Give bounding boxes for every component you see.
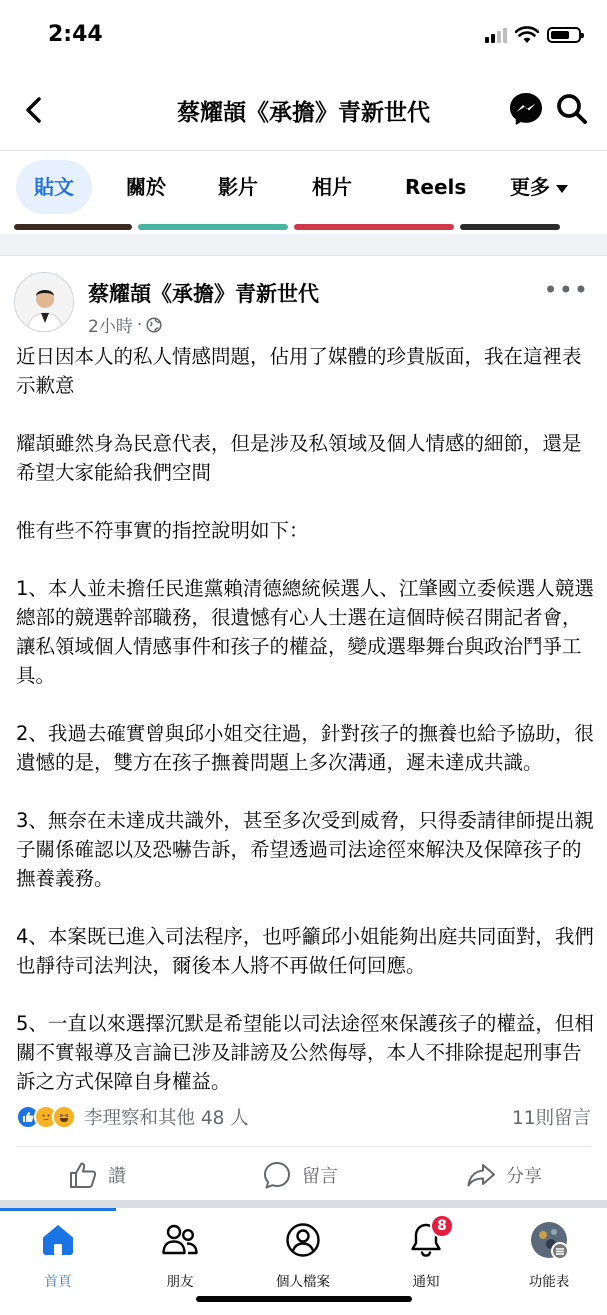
post-body (16, 342, 596, 1096)
comment-count[interactable]: 11則留言 (511, 1108, 591, 1129)
search-button[interactable] (555, 92, 589, 126)
nav-home[interactable] (0, 1220, 116, 1290)
tab-reels[interactable]: Reels (405, 175, 467, 199)
feed-separator (0, 234, 607, 256)
nav-label: 個人檔案 (276, 1274, 330, 1290)
share-button[interactable] (466, 1158, 542, 1192)
friends-icon (160, 1220, 200, 1260)
status-bar (0, 0, 607, 72)
post-paragraph: 4、本案既已進入司法程序，也呼籲邱小姐能夠出庭共同面對，我們也靜待司法判決，爾後本人將不再做任何回應。 (16, 925, 594, 977)
cellular-signal-icon (485, 27, 507, 43)
battery-icon (547, 27, 581, 43)
post-paragraph: 1、本人並未擔任民進黨賴清德總統候選人、江肇國立委候選人競選總部的競選幹部職務，很遺憾有心人士選在這個時候召開記者會，讓私領域個人情感事件和孩子的權益，變成選舉舞台與政治鬥爭工具。 (16, 577, 594, 687)
caret-down-icon (556, 185, 568, 193)
search-icon (555, 92, 589, 126)
status-icons (485, 26, 581, 44)
menu-avatar-icon (529, 1220, 569, 1260)
photo-strip-preview (0, 224, 607, 232)
wifi-icon (515, 26, 539, 44)
messenger-button[interactable] (507, 90, 545, 128)
share-icon (466, 1160, 496, 1190)
comment-button[interactable] (262, 1158, 338, 1192)
nav-notifications[interactable] (368, 1220, 484, 1290)
thumbs-up-icon (68, 1160, 98, 1190)
divider (16, 1146, 591, 1147)
post-paragraph: 耀頡雖然身為民意代表，但是涉及私領域及個人情感的細節，還是希望大家能給我們空間 (16, 432, 582, 484)
nav-label: 通知 (412, 1274, 440, 1290)
messenger-icon (507, 90, 545, 128)
post-actions (0, 1150, 607, 1200)
tab-more[interactable] (510, 160, 568, 214)
nav-profile[interactable] (245, 1220, 361, 1290)
post-meta (88, 312, 162, 337)
nav-friends[interactable] (122, 1220, 238, 1290)
like-label: 讚 (108, 1166, 126, 1187)
post-paragraph: 5、一直以來選擇沉默是希望能以司法途徑來保護孩子的權益，但相關不實報導及言論已涉及誹謗及公然侮辱，本人不排除提起刑事告訴之方式保障自身權益。 (16, 1012, 594, 1093)
author-avatar[interactable] (14, 272, 74, 332)
home-indicator[interactable] (196, 1296, 412, 1302)
tab-more-label: 更多 (510, 175, 550, 199)
nav-label: 功能表 (528, 1274, 570, 1290)
like-button[interactable] (68, 1158, 126, 1192)
reaction-summary[interactable]: 李理察和其他 48 人 (84, 1108, 249, 1129)
page-title: 蔡耀頡《承擔》青新世代 (177, 100, 430, 126)
profile-icon (283, 1220, 323, 1260)
post-author-name[interactable]: 蔡耀頡《承擔》青新世代 (88, 282, 319, 306)
post-paragraph: 近日因本人的私人情感問題，佔用了媒體的珍貴版面，我在這裡表示歉意 (16, 345, 582, 397)
meta-separator: · (136, 314, 143, 335)
post-time[interactable]: 2小時 (88, 317, 133, 337)
reactions-row (16, 1102, 591, 1132)
comment-icon (262, 1160, 292, 1190)
tab-about[interactable]: 關於 (126, 175, 166, 199)
post-paragraph: 惟有些不符事實的指控說明如下： (16, 519, 309, 542)
page-header (0, 80, 607, 140)
divider (0, 150, 607, 151)
status-time: 2:44 (48, 22, 103, 47)
post-options-button[interactable]: ••• (543, 276, 589, 304)
share-label: 分享 (506, 1166, 542, 1187)
haha-reaction-icon (52, 1105, 76, 1129)
active-tab-indicator (0, 1208, 116, 1211)
reaction-icons[interactable] (16, 1105, 70, 1129)
avatar-portrait-icon (15, 273, 74, 332)
nav-menu[interactable] (491, 1220, 607, 1290)
page-tabs (0, 160, 607, 214)
globe-icon (146, 317, 162, 333)
tab-photos[interactable]: 相片 (312, 175, 352, 199)
comment-label: 留言 (302, 1166, 338, 1187)
post-paragraph: 2、我過去確實曾與邱小姐交往過，針對孩子的撫養也給予協助，很遺憾的是，雙方在孩子撫養問題上多次溝通，遲未達成共識。 (16, 722, 594, 774)
post-paragraph: 3、無奈在未達成共識外，甚至多次受到威脅，只得委請律師提出親子關係確認以及恐嚇告訴，希望透過司法途徑來解決及保障孩子的撫養義務。 (16, 809, 594, 890)
bell-icon (406, 1220, 446, 1260)
nav-label: 朋友 (166, 1274, 194, 1290)
tab-videos[interactable]: 影片 (218, 175, 258, 199)
home-icon (38, 1220, 78, 1260)
nav-label: 首頁 (44, 1274, 72, 1290)
notification-badge: 8 (430, 1214, 454, 1238)
feed-separator (0, 1200, 607, 1208)
tab-posts[interactable]: 貼文 (16, 160, 92, 214)
